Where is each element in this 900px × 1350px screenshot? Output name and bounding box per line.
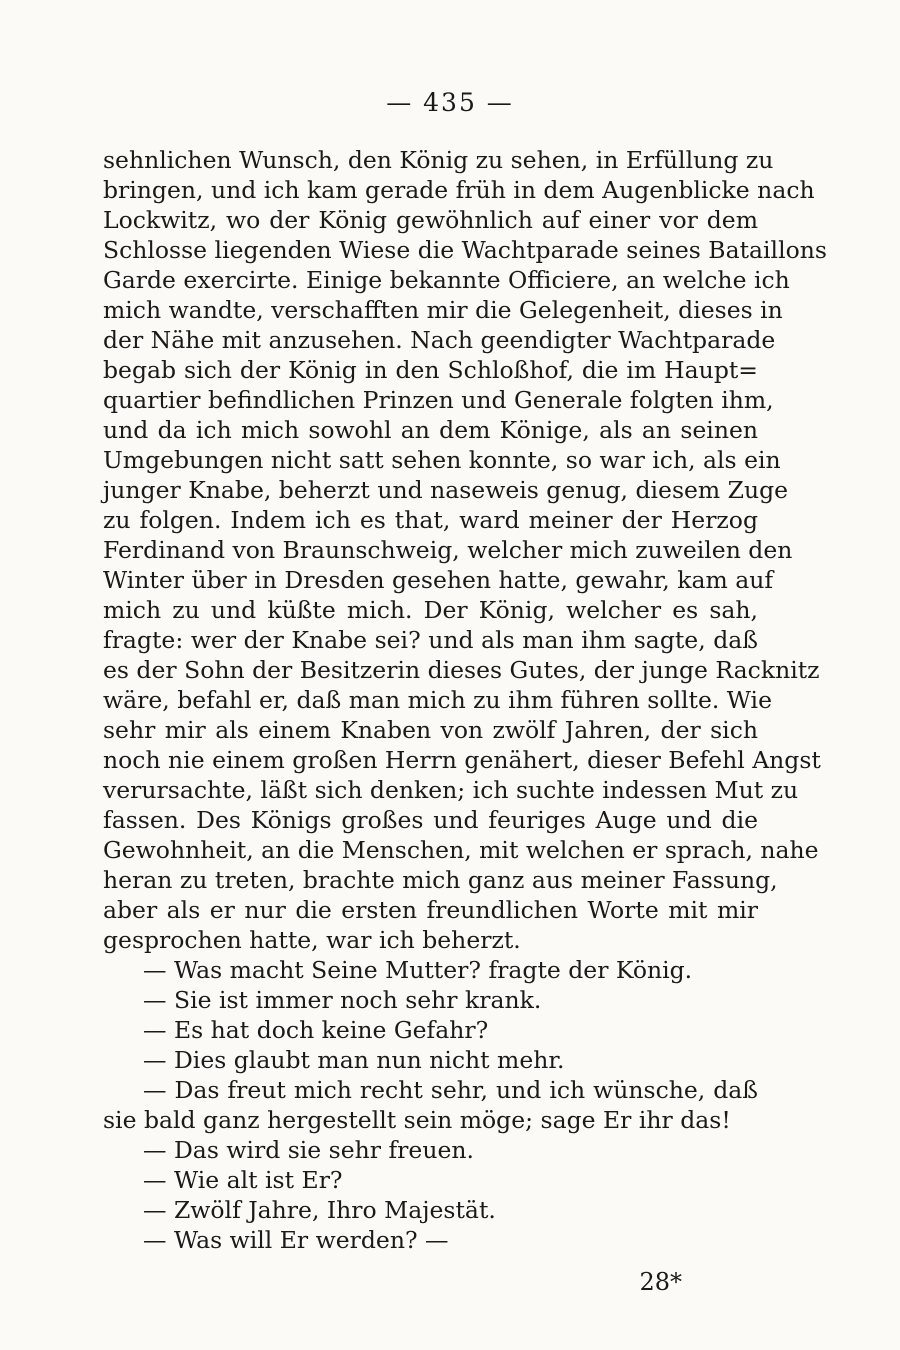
text-line: begab sich der König in den Schloßhof, die im Haupt= xyxy=(103,356,758,384)
dialogue-line: — Was macht Seine Mutter? fragte der König. xyxy=(143,956,693,984)
page-body xyxy=(103,145,827,1255)
dialogue-line: — Zwölf Jahre, Ihro Majestät. xyxy=(143,1196,496,1224)
text-line: mich zu und küßte mich. Der König, welcher es sah, xyxy=(103,596,758,624)
dialogue-line: — Sie ist immer noch sehr krank. xyxy=(143,986,542,1014)
text-line: es der Sohn der Besitzerin dieses Gutes, der junge Racknitz xyxy=(103,656,820,684)
dialogue-line: — Wie alt ist Er? xyxy=(143,1166,343,1194)
text-line: zu folgen. Indem ich es that, ward meiner der Herzog xyxy=(103,506,758,534)
text-line: aber als er nur die ersten freundlichen Worte mit mir xyxy=(103,896,758,924)
text-line: Umgebungen nicht satt sehen konnte, so war ich, als ein xyxy=(103,446,781,474)
text-line: quartier befindlichen Prinzen und Generale folgten ihm, xyxy=(103,386,774,414)
text-line: junger Knabe, beherzt und naseweis genug, diesem Zuge xyxy=(103,476,789,504)
text-line: heran zu treten, brachte mich ganz aus meiner Fassung, xyxy=(103,866,778,894)
text-line: fassen. Des Königs großes und feuriges Auge und die xyxy=(103,806,758,834)
page-number: — 435 — xyxy=(386,88,514,117)
text-line: bringen, und ich kam gerade früh in dem Augenblicke nach xyxy=(103,176,815,204)
text-line: und da ich mich sowohl an dem Könige, als an seinen xyxy=(103,416,758,444)
text-line: Lockwitz, wo der König gewöhnlich auf einer vor dem xyxy=(103,206,758,234)
text-line: sie bald ganz hergestellt sein möge; sage Er ihr das! xyxy=(103,1106,731,1134)
dialogue-line: — Dies glaubt man nun nicht mehr. xyxy=(143,1046,565,1074)
dialogue-line: — Es hat doch keine Gefahr? xyxy=(143,1016,489,1044)
dialogue-line: — Das wird sie sehr freuen. xyxy=(143,1136,474,1164)
text-line: Winter über in Dresden gesehen hatte, gewahr, kam auf xyxy=(103,566,774,594)
text-line: sehnlichen Wunsch, den König zu sehen, in Erfüllung zu xyxy=(103,146,774,174)
dialogue-line: — Was will Er werden? — xyxy=(143,1226,449,1254)
text-line: Garde exercirte. Einige bekannte Officiere, an welche ich xyxy=(103,266,790,294)
text-line: gesprochen hatte, war ich beherzt. xyxy=(103,926,521,954)
text-line: Gewohnheit, an die Menschen, mit welchen er sprach, nahe xyxy=(103,836,819,864)
text-line: noch nie einem großen Herrn genähert, dieser Befehl Angst xyxy=(103,746,821,774)
text-line: mich wandte, verschafften mir die Gelegenheit, dieses in xyxy=(103,296,783,324)
text-line: der Nähe mit anzusehen. Nach geendigter Wachtparade xyxy=(103,326,776,354)
text-line: sehr mir als einem Knaben von zwölf Jahren, der sich xyxy=(103,716,758,744)
text-line: verursachte, läßt sich denken; ich suchte indessen Mut zu xyxy=(103,776,799,804)
text-line: wäre, befahl er, daß man mich zu ihm führen sollte. Wie xyxy=(103,686,772,714)
text-line: Schlosse liegenden Wiese die Wachtparade seines Bataillons xyxy=(103,236,827,264)
printer-signature: 28* xyxy=(639,1268,682,1296)
text-line: fragte: wer der Knabe sei? und als man ihm sagte, daß xyxy=(103,626,758,654)
dialogue-line: — Das freut mich recht sehr, und ich wünsche, daß xyxy=(143,1076,758,1104)
text-line: Ferdinand von Braunschweig, welcher mich zuweilen den xyxy=(103,536,793,564)
